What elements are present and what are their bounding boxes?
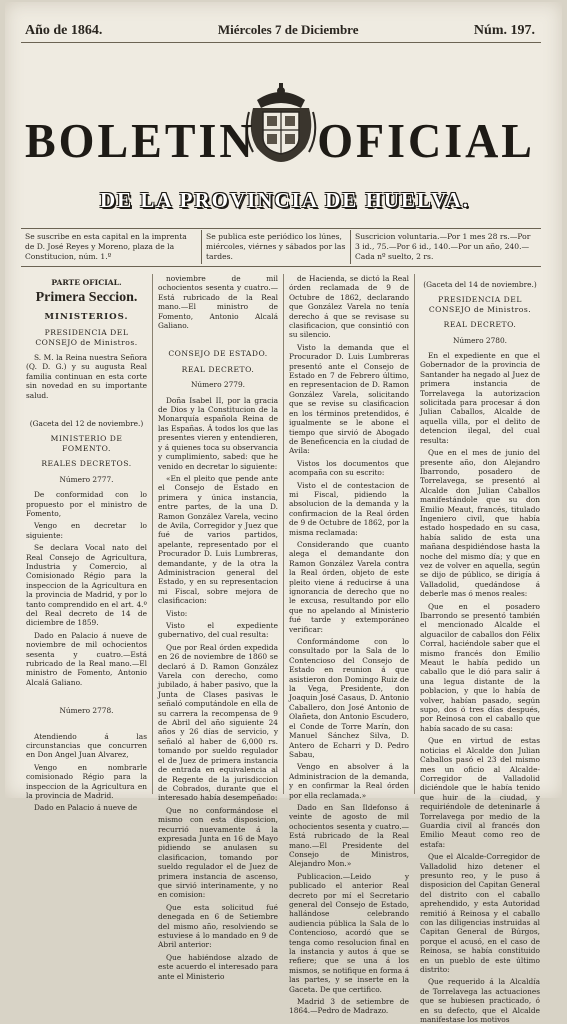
consejo-heading: CONSEJO DE ESTADO.: [168, 349, 268, 359]
paragraph: Que no conformándose el mismo con esta disposicion, recurrió nuevamente á la expresada Junta en 16 de Mayo pidiendo se anulasen su clasificacion, tomando por sueldo regulador el de Juez de primera instancia de ascenso, que sirvió interinamente, y no en comision:: [158, 805, 278, 900]
paragraph: «En el pleito que pende ante el Consejo de Estado en primera y única instancia, entre partes, de la una D. Ramon González Varela, vecino de Avila, Corregidor y Juez que fué de varios partidos, apelante, representado por el Procurador D. Luis Lumbreras, demandante, y de la otra la Administracion general del Estado, y en su representacion mi Fiscal, sobre mejora de clasificacion:: [158, 473, 278, 606]
parte-oficial-heading: PARTE OFICIAL.: [51, 278, 122, 287]
info-rule-bottom: [21, 266, 541, 267]
issue-number: Núm. 197.: [473, 23, 535, 38]
paragraph: noviembre de mil ochocientos sesenta y cuatro.—Está rubricado de la Real mano.—El ministro de Fomento, Antonio Alcalá Galiano.: [158, 274, 278, 331]
info-rule-top: [21, 228, 541, 229]
info-prices: Suscricion voluntaria.—Por 1 mes 28 rs.—Por 3 id., 75.—Por 6 id., 140.—Por un año, 240.—Cada nº suelto, 2 rs.: [355, 232, 531, 261]
info-printing: Se suscribe en esta capital en la imprenta de D. José Reyes y Moreno, plaza de la Constitucion, núm. 1.º: [25, 232, 187, 261]
paragraph: En el expediente en que el Gobernador de la provincia de Santander ha negado al Juez de primera instancia de Torrelavega la autorizacion solicitada para procesar á don Julian Caballos, Alcalde de aquella villa, por el delito de detencion ilegal, del cual resulta:: [420, 351, 540, 445]
paragraph: Vengo en absolver á la Administracion de la demanda, y en confirmar la Real órden por ella reclamada.»: [289, 762, 409, 800]
newspaper-title: [25, 110, 535, 170]
paragraph: De conformidad con lo propuesto por el ministro de Fomento,: [26, 490, 147, 518]
decree-number: Número 2780.: [452, 335, 508, 345]
decree-number: Número 2777.: [59, 474, 114, 484]
paragraph: de Hacienda, se dictó la Real órden reclamada de 9 de Octubre de 1862, declarando que González Varela no tenía derecho á que se revisase su clasificacion, que consintió con su silencio.: [289, 274, 409, 340]
paragraph: Que requerido á la Alcaldía de Torrelavega las actuaciones que se hubiesen practicado, ó en su defecto, que el Alcalde manifestase los motivos: [420, 977, 540, 1024]
masthead-rule: [21, 42, 541, 43]
paragraph: Que esta solicitud fué denegada en 6 de Setiembre del mismo año, resolviendo se estuviese á lo mandado en 9 de Abril anterior:: [158, 902, 278, 950]
paragraph: Vengo en decretar lo siguiente:: [26, 521, 147, 540]
decreto-heading: REAL DECRETO.: [181, 364, 255, 374]
paragraph: Visto la demanda que el Procurador D. Luis Lumbreras presentó ante el Consejo de Estado en 7 de Febrero último, en representacion de D. Ramon González Varela, solicitando que se revise su clasificacion en los términos pretendidos, é igualmente se le abone el tiempo que sirvió de Abogado de Beneficencia en la ciudad de Avila:: [289, 342, 409, 456]
title-right: OFICIAL: [317, 113, 535, 167]
paragraph: Visto:: [166, 608, 188, 618]
decreto-heading: REAL DECRETO.: [443, 320, 517, 330]
paragraph: Considerando que cuanto alega el demandante don Ramon González Varela contra la Real órden, objeto de este pleito viene á reducirse á una ignorancia de derecho que no le excusa, resultando por ello que no apelando al Ministerio fué tarde y extemporáneo verificar:: [289, 539, 409, 634]
masthead-top-line: [25, 22, 535, 39]
paragraph: Que en el mes de junio del presente año, don Alejandro Ibarrondo, posadero de Torrelavega, se presentó al Alcalde don Julian Caballos manifestándole que su don Emilio Meaut, francés, titulado Ingeniero civil, que había estado hospedado en su casa, había salido de esta una mañana despidiéndose hasta la noche del mismo día; y que en vez de volver en aquella, según se dijo de público, se dirigía á Valladolid, quedándose á deberle mas ó menos reales:: [420, 448, 540, 599]
fomento-heading: MINISTERIO DE FOMENTO.: [50, 434, 123, 453]
title-left: BOLETIN: [25, 113, 256, 167]
paragraph: Conformándome con lo consultado por la Sala de lo Contencioso del Consejo de Estado en reunion á que asistieron don Domingo Ruiz de la Vega, Presidente, don Joaquin José Casaus, D. Antonio Caballero, don José Antonio de Olañeta, don Antonio Escudero, el Conde de Torre Marín, don Manuel Sánchez Silva, D. Antero de Echarri y D. Pedro Sabau,: [289, 637, 409, 759]
presidencia-heading: PRESIDENCIA DEL CONSEJO de Ministros.: [35, 328, 138, 347]
ministerios-heading: MINISTERIOS.: [44, 311, 129, 322]
decree-number: Número 2779.: [190, 380, 246, 390]
decretos-heading: REALES DECRETOS.: [41, 459, 132, 469]
paragraph: Vistos los documentos que acompaña con su escrito:: [289, 458, 409, 478]
paragraph: Publicacion.—Leido y publicado el anterior Real decreto por mí el Secretario general del Consejo de Estado, hallándose celebrando audiencia pública la Sala de lo Contencioso, acordó que se tenga como resolucion final en la instancia y autos á que se refiere; que se una á los mismos, se notifique en forma á las partes, y se inserte en la Gaceta. De que certifico.: [289, 871, 409, 994]
paragraph: Madrid 3 de setiembre de 1864.—Pedro de Madrazo.: [289, 997, 409, 1016]
column-2: [152, 274, 283, 981]
paragraph: Que por Real órden expedida en 26 de noviembre de 1860 se declaró á D. Ramon González Varela con derecho, como jubilado, á haber pasivo, que la Junta de Clases pasivas le señaló computándole en ella de su carrera la recompensa de 9 de Abril del año siguiente 24 años y 26 días de servicio, y señaló al haber de 6,000 rs. tomando por sueldo regulador el de Juez de primera instancia de entrada en equivalencia al de Regente de la jurisdiccion de Cobrados, durante que el interesado había desempeñado:: [158, 642, 278, 803]
subscription-info: [21, 230, 541, 264]
paragraph: Visto el de contestacion de mi Fiscal, pidiendo la absolucion de la demanda y la confirmacion de la Real órden de 9 de Octubre de 1862, por la misma reclamada:: [289, 480, 409, 537]
paragraph: Doña Isabel II, por la gracia de Dios y la Constitucion de la Monarquía española Reina de las Españas. Á todos los que las presentes vieren y entendieren, y á quienes toca su observancia y cumplimiento, sabed: que he venido en decretar lo siguiente:: [158, 395, 278, 471]
paragraph: Vengo en nombrarle comisionado Régio para la inspeccion de la Agricultura en la provincia de Madrid.: [26, 762, 147, 801]
paragraph: Dado en Palacio á nueve de: [34, 803, 138, 813]
newspaper-subtitle: DE LA PROVINCIA DE HUELVA.: [100, 188, 470, 212]
paragraph: Que habiéndose alzado de este acuerdo el interesado para ante el Ministerio: [158, 952, 278, 981]
paragraph: Visto el expediente gubernativo, del cual resulta:: [158, 621, 278, 640]
paragraph: Se declara Vocal nato del Real Consejo de Agricultura, Industria y Comercio, al Comisionado Régio para la inspeccion de la Agricultura en la provincia de Madrid, y por lo tanto comprendido en el art. 4.º del Real decreto de 14 de diciembre de 1859.: [26, 543, 147, 628]
decree-number: Número 2778.: [59, 706, 114, 716]
gaceta-note: (Gaceta del 14 de noviembre.): [423, 280, 537, 289]
paragraph: Que en el posadero Ibarrondo se presentó también el mencionado Alcalde el alguacilor de caballos don Félix Corral, haciéndole saber que el mismo francés don Emilio Meaut le había pedido un caballo que le dió para salir á una legua distante de la poblacion, y que lo había de volver, habían pasado, según supo, dos ó tres días después, por Reinosa con el caballo que había sacado de su casa:: [420, 601, 540, 733]
section-heading: Primera Seccion.: [35, 290, 138, 306]
issue-year: Año de 1864.: [25, 23, 103, 38]
paragraph: S. M. la Reina nuestra Señora (Q. D. G.) y su augusta Real familia continuan en esta corte sin novedad en su importante salud.: [26, 353, 147, 400]
paragraph: Dado en San Ildefonso á veinte de agosto de mil ochocientos sesenta y cuatro.—Está rubricado de la Real mano.—El Presidente del Consejo de Ministros, Alejandro Mon.»: [289, 802, 409, 869]
gaceta-note: (Gaceta del 12 de noviembre.): [29, 419, 144, 429]
newspaper-page: [5, 2, 562, 1024]
paragraph: Que el Alcalde-Corregidor de Valladolid hizo detener el presunto reo, y le puso á disposicion del Capitan General del distrito con el caballo aprehendido, y esta Autoridad remitió á Reinosa y el caballo con las diligencias instruidas al Capitan General de Búrgos, porque el acusó, en el caso de Reinosa, se había constituido en un pueblo de este último distrito:: [420, 852, 540, 975]
issue-date: Miércoles 7 de Diciembre: [217, 22, 359, 37]
paragraph: Atendiendo á las circunstancias que concurren en Don Angel Juan Alvarez,: [26, 731, 147, 760]
article-columns: [21, 274, 545, 1024]
paragraph: Que en virtud de estas noticias el Alcalde don Julian Caballos pasó el 23 del mismo mes un oficio al Alcalde-Corregidor de Valladolid diciéndole que le había tenido que huir de la ciudad, y requiriéndole de deteninarle á Torrelavega por medio de la Guardia civil al francés don Emilio Meaut como reo de estafa:: [420, 736, 540, 849]
column-3: [283, 274, 414, 1016]
column-4: [414, 274, 545, 1024]
paragraph: Dado en Palacio á nueve de noviembre de mil ochocientos sesenta y cuatro.—Está rubricado de la Real mano.—El ministro de Fomento, Antonio Alcalá Galiano.: [26, 630, 147, 687]
info-schedule: Se publica este periódico los lúnes, miércoles, viérnes y sábados por las tardes.: [201, 230, 351, 264]
presidencia-heading: PRESIDENCIA DEL CONSEJO de Ministros.: [428, 295, 532, 314]
column-1: [21, 274, 152, 813]
